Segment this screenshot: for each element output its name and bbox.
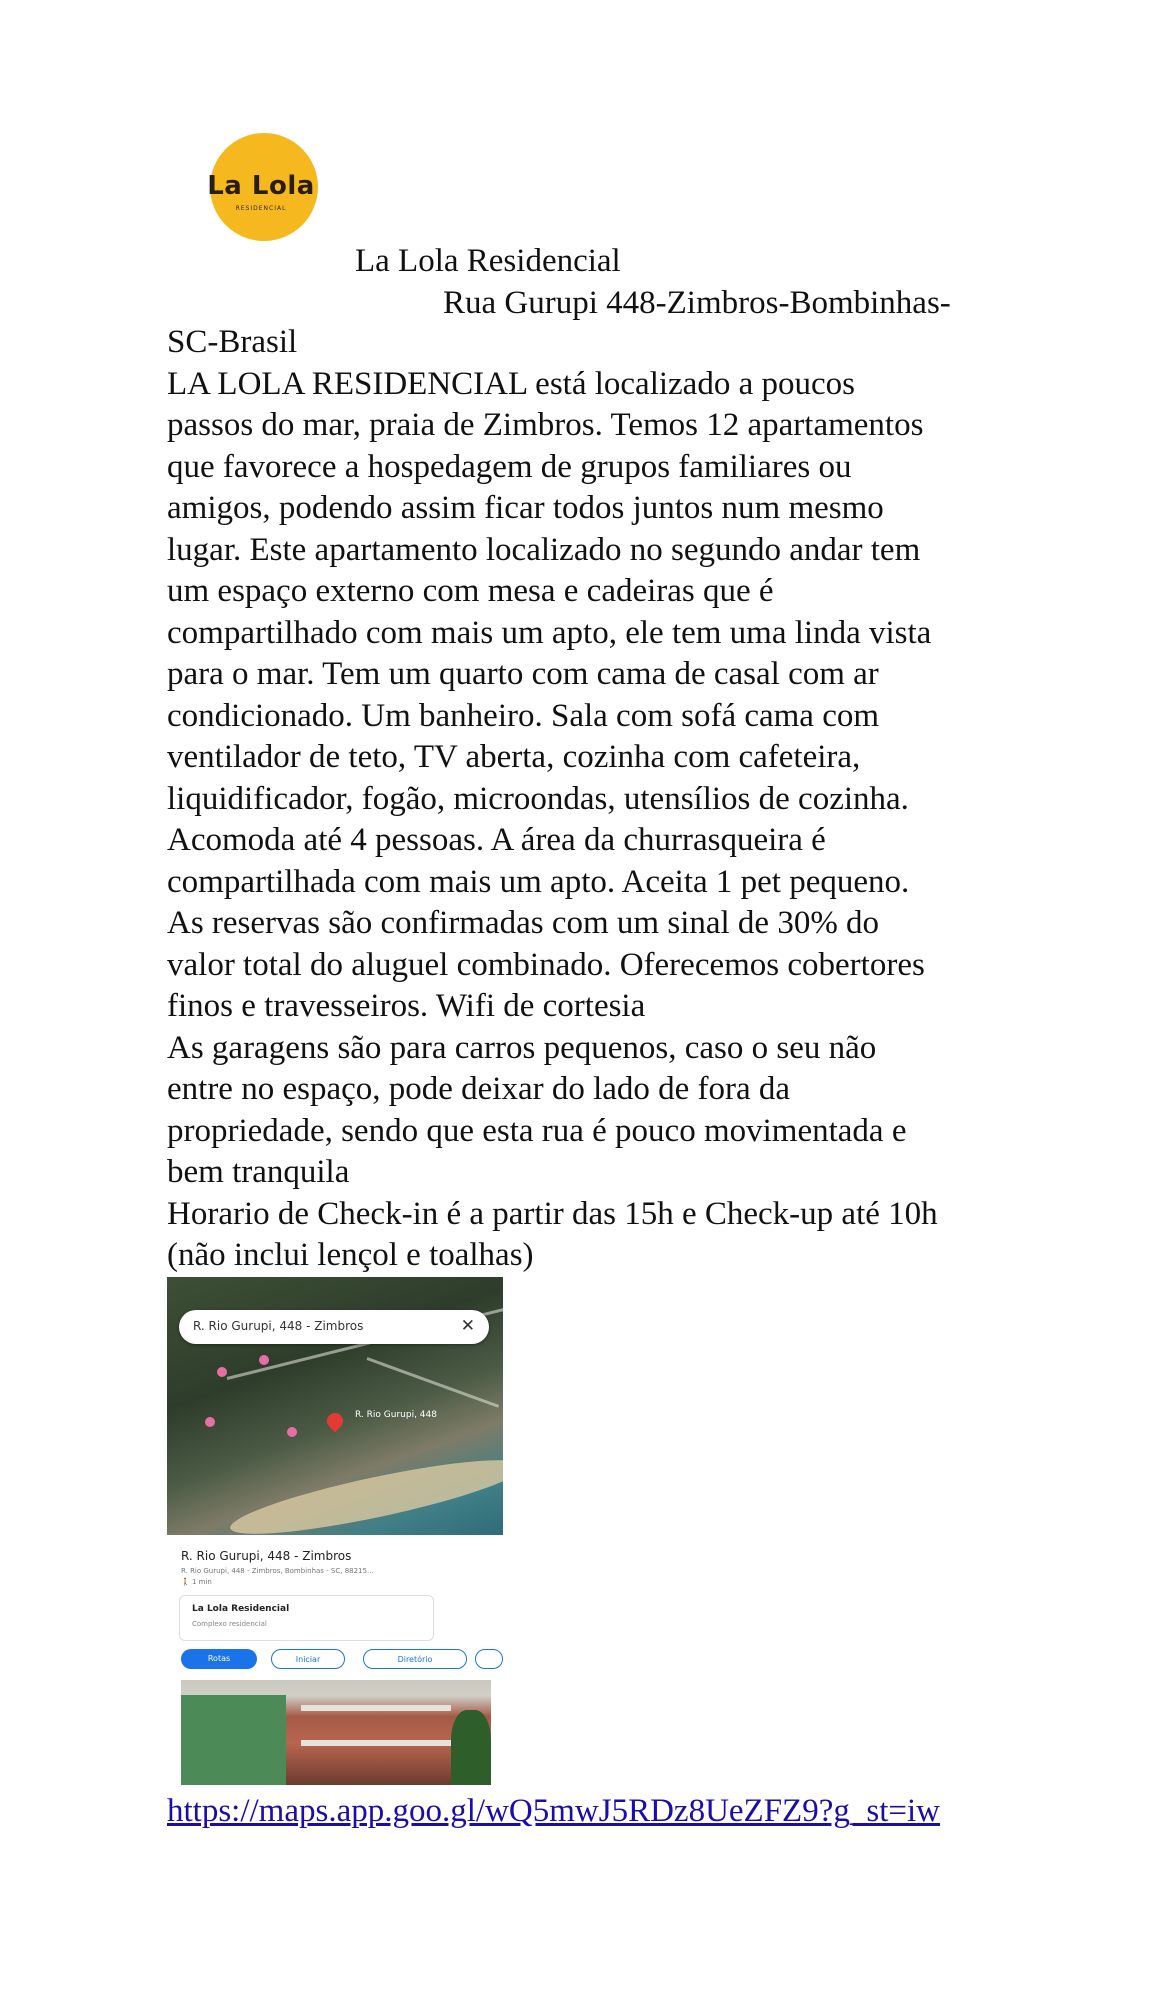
body-line: liquidificador, fogão, microondas, utensílios de cozinha.	[167, 780, 909, 817]
body-line: que favorece a hospedagem de grupos familiares ou	[167, 448, 852, 485]
map-search-text: R. Rio Gurupi, 448 - Zimbros	[193, 1319, 364, 1333]
body-line: para o mar. Tem um quarto com cama de casal com ar	[167, 656, 879, 692]
map-pin-icon	[324, 1410, 347, 1433]
map-poi-marker	[205, 1417, 215, 1427]
directory-button[interactable]: Diretório	[363, 1649, 467, 1669]
map-road	[366, 1357, 499, 1408]
save-icon[interactable]	[475, 1649, 503, 1669]
body-line: compartilhada com mais um apto. Aceita 1 pet pequeno.	[167, 863, 910, 900]
body-line: propriedade, sendo que esta rua é pouco movimentada e	[167, 1112, 907, 1149]
walk-time: 🚶 1 min	[181, 1578, 212, 1586]
map-shoreline	[226, 1446, 503, 1547]
start-button[interactable]: Iniciar	[271, 1649, 345, 1669]
place-entry[interactable]	[179, 1595, 434, 1641]
body-line: finos e travesseiros. Wifi de cortesia	[167, 988, 646, 1024]
place-card-title: R. Rio Gurupi, 448 - Zimbros	[181, 1549, 352, 1563]
map-poi-marker	[217, 1367, 227, 1377]
body-line: compartilhado com mais um apto, ele tem uma linda vista	[167, 614, 932, 651]
routes-button[interactable]: Rotas	[181, 1649, 257, 1669]
body-line: Horario de Check-in é a partir das 15h e Check-up até 10h	[167, 1195, 938, 1232]
body-line: Acomoda até 4 pessoas. A área da churrasqueira é	[167, 822, 826, 858]
document-title: La Lola Residencial	[355, 243, 621, 279]
body-line: SC-Brasil	[167, 324, 298, 360]
map-poi-marker	[259, 1355, 269, 1365]
body-line: As garagens são para carros pequenos, caso o seu não	[167, 1029, 877, 1066]
satellite-map	[167, 1277, 503, 1535]
logo-text: La Lola	[207, 171, 315, 201]
place-card	[167, 1535, 503, 1785]
map-search-bar[interactable]	[179, 1310, 489, 1344]
body-line: amigos, podendo assim ficar todos juntos num mesmo	[167, 490, 884, 526]
map-poi-marker	[287, 1427, 297, 1437]
close-icon[interactable]: ✕	[460, 1316, 475, 1336]
description-body	[167, 322, 1007, 1277]
place-card-subtitle: R. Rio Gurupi, 448 - Zimbros, Bombinhas - SC, 88215...	[181, 1567, 374, 1575]
body-line: condicionado. Um banheiro. Sala com sofá cama com	[167, 697, 880, 734]
body-line: valor total do aluguel combinado. Oferecemos cobertores	[167, 946, 925, 983]
photo-balcony	[301, 1740, 451, 1746]
body-line: ventilador de teto, TV aberta, cozinha com cafeteira,	[167, 739, 861, 775]
building-photo	[181, 1680, 491, 1785]
place-type: Complexo residencial	[192, 1620, 267, 1628]
place-name: La Lola Residencial	[192, 1604, 290, 1614]
maps-link[interactable]: https://maps.app.goo.gl/wQ5mwJ5RDz8UeZFZ9?g_st=iw	[167, 1793, 940, 1829]
body-line: LA LOLA RESIDENCIAL está localizado a poucos	[167, 365, 855, 402]
map-pin-label: R. Rio Gurupi, 448	[355, 1410, 437, 1420]
body-line: passos do mar, praia de Zimbros. Temos 12 apartamentos	[167, 407, 924, 443]
body-line: bem tranquila	[167, 1154, 350, 1190]
photo-green-building	[181, 1695, 286, 1785]
map-screenshot	[167, 1277, 503, 1785]
body-line: (não inclui lençol e toalhas)	[167, 1237, 534, 1273]
photo-balcony	[301, 1705, 451, 1711]
logo	[175, 133, 347, 241]
logo-subtext: RESIDENCIAL	[235, 205, 287, 212]
body-line: As reservas são confirmadas com um sinal de 30% do	[167, 905, 880, 941]
photo-tree	[451, 1710, 491, 1785]
body-line: entre no espaço, pode deixar do lado de fora da	[167, 1071, 791, 1107]
address-line: Rua Gurupi 448-Zimbros-Bombinhas-	[443, 285, 951, 321]
body-line: lugar. Este apartamento localizado no segundo andar tem	[167, 531, 921, 568]
body-line: um espaço externo com mesa e cadeiras que é	[167, 573, 774, 609]
